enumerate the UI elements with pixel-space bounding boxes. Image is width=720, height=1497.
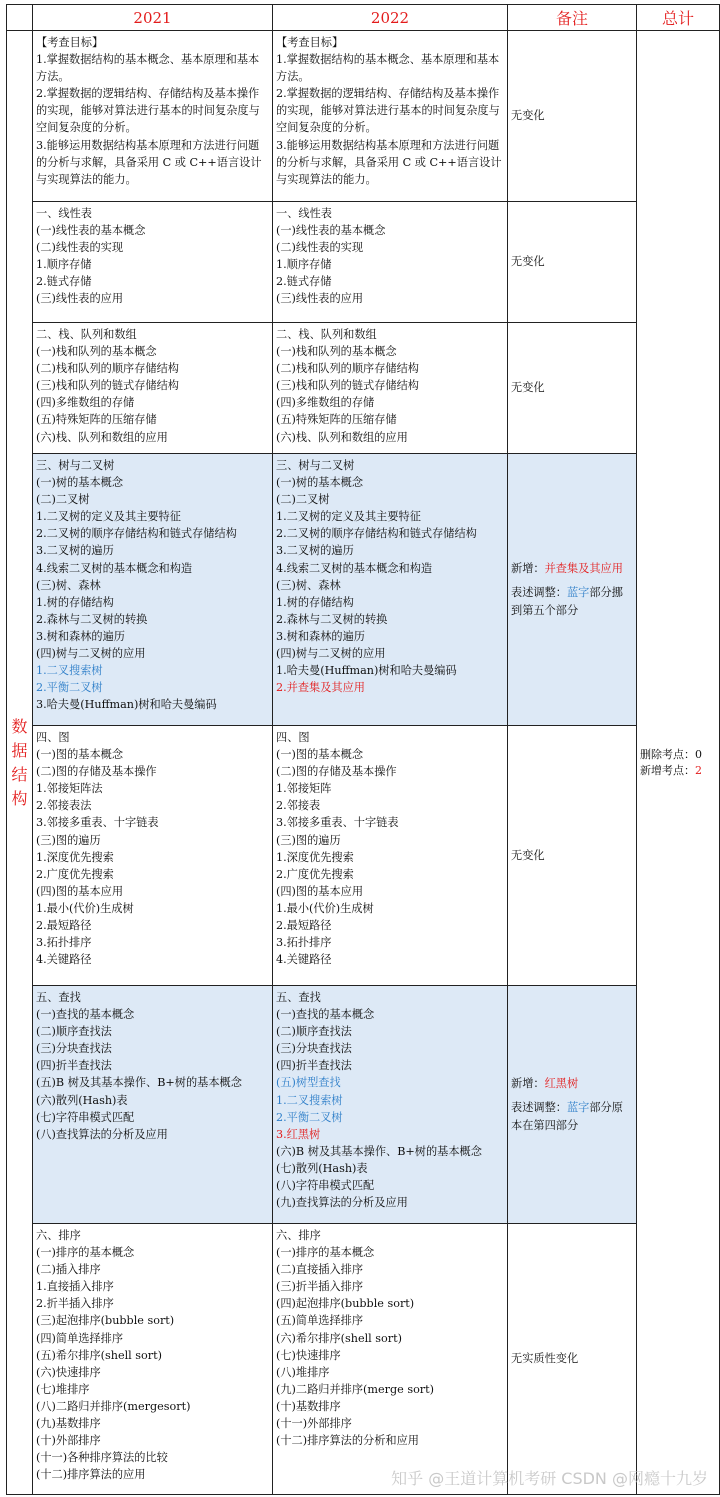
row-objectives-2021: 【考查目标】 1.掌握数据结构的基本概念、基本原理和基本方法。 2.掌握数据的逻辑结构、存储结构及基本操作的实现，能够对算法进行基本的时间复杂度与空间复杂度的分析。 3.能够运用数据结构基本原理和方法进行问题的分析与求解，具备采用 C 或 C++语言设计与实现算法的能力。 bbox=[33, 31, 273, 202]
row-graph-2022: 四、图 (一)图的基本概念 (二)图的存储及基本操作 1.邻接矩阵 2.邻接表 3.邻接多重表、十字链表 (三)图的遍历 1.深度优先搜索 2.广度优先搜索 (四)图的基本应用 1.最小(代价)生成树 2.最短路径 3.拓扑排序 4.关键路径 bbox=[273, 726, 508, 986]
row-graph-2021: 四、图 (一)图的基本概念 (二)图的存储及基本操作 1.邻接矩阵法 2.邻接表法 3.邻接多重表、十字链表 (三)图的遍历 1.深度优先搜索 2.广度优先搜索 (四)图的基本应用 1.最小(代价)生成树 2.最短路径 3.拓扑排序 4.关键路径 bbox=[33, 726, 273, 986]
row-sort-2021: 六、排序 (一)排序的基本概念 (二)插入排序 1.直接插入排序 2.折半插入排序 (三)起泡排序(bubble sort) (四)简单选择排序 (五)希尔排序(shell sort) (六)快速排序 (七)堆排序 (八)二路归并排序(mergesort) (九)基数排序 (十)外部排序 (十一)各种排序算法的比较 (十二)排序算法的应用 bbox=[33, 1224, 273, 1495]
row-search-note: 新增：红黑树 表述调整：蓝字部分原本在第四部分 bbox=[508, 986, 637, 1224]
row-search-2021: 五、查找 (一)查找的基本概念 (二)顺序查找法 (三)分块查找法 (四)折半查找法 (五)B 树及其基本操作、B+树的基本概念 (六)散列(Hash)表 (七)字符串模式匹配 (八)查找算法的分析及应用 bbox=[33, 986, 273, 1224]
row-objectives-note: 无变化 bbox=[508, 31, 637, 202]
syllabus-table bbox=[6, 4, 720, 1495]
row-tree-note: 新增：并查集及其应用 表述调整：蓝字部分挪到第五个部分 bbox=[508, 454, 637, 726]
header-2021: 2021 bbox=[33, 5, 273, 31]
total-summary: 删除考点：0 新增考点：2 bbox=[637, 31, 720, 1495]
row-linear-note: 无变化 bbox=[508, 202, 637, 323]
header-blank bbox=[7, 5, 33, 31]
row-stack-2021: 二、栈、队列和数组 (一)栈和队列的基本概念 (二)栈和队列的顺序存储结构 (三)栈和队列的链式存储结构 (四)多维数组的存储 (五)特殊矩阵的压缩存储 (六)栈、队列和数组的应用 bbox=[33, 323, 273, 454]
row-search-2022: 五、查找 (一)查找的基本概念 (二)顺序查找法 (三)分块查找法 (四)折半查找法 (五)树型查找 1.二叉搜索树 2.平衡二叉树 3.红黑树 (六)B 树及其基本操作、B+树的基本概念 (七)散列(Hash)表 (八)字符串模式匹配 (九)查找算法的分析及应用 bbox=[273, 986, 508, 1224]
row-sort-note: 无实质性变化 bbox=[508, 1224, 637, 1495]
row-stack-2022: 二、栈、队列和数组 (一)栈和队列的基本概念 (二)栈和队列的顺序存储结构 (三)栈和队列的链式存储结构 (四)多维数组的存储 (五)特殊矩阵的压缩存储 (六)栈、队列和数组的应用 bbox=[273, 323, 508, 454]
watermark: 知乎 @王道计算机考研 CSDN @网瘾十九岁 bbox=[391, 1469, 708, 1488]
row-objectives-2022: 【考查目标】 1.掌握数据结构的基本概念、基本原理和基本方法。 2.掌握数据的逻辑结构、存储结构及基本操作的实现，能够对算法进行基本的时间复杂度与空间复杂度的分析。 3.能够运用数据结构基本原理和方法进行问题的分析与求解，具备采用 C 或 C++语言设计与实现算法的能力。 bbox=[273, 31, 508, 202]
header-total: 总计 bbox=[637, 5, 720, 31]
header-2022: 2022 bbox=[273, 5, 508, 31]
row-linear-2021: 一、线性表 (一)线性表的基本概念 (二)线性表的实现 1.顺序存储 2.链式存储 (三)线性表的应用 bbox=[33, 202, 273, 323]
subject-label: 数 据 结 构 bbox=[7, 31, 33, 1495]
row-graph-note: 无变化 bbox=[508, 726, 637, 986]
row-tree-2022: 三、树与二叉树 (一)树的基本概念 (二)二叉树 1.二叉树的定义及其主要特征 2.二叉树的顺序存储结构和链式存储结构 3.二叉树的遍历 4.线索二叉树的基本概念和构造 (三)树、森林 1.树的存储结构 2.森林与二叉树的转换 3.树和森林的遍历 (四)树与二叉树的应用 1.哈夫曼(Huffman)树和哈夫曼编码 2.并查集及其应用 bbox=[273, 454, 508, 726]
header-note: 备注 bbox=[508, 5, 637, 31]
row-stack-note: 无变化 bbox=[508, 323, 637, 454]
row-tree-2021: 三、树与二叉树 (一)树的基本概念 (二)二叉树 1.二叉树的定义及其主要特征 2.二叉树的顺序存储结构和链式存储结构 3.二叉树的遍历 4.线索二叉树的基本概念和构造 (三)树、森林 1.树的存储结构 2.森林与二叉树的转换 3.树和森林的遍历 (四)树与二叉树的应用 1.二叉搜索树 2.平衡二叉树 3.哈夫曼(Huffman)树和哈夫曼编码 bbox=[33, 454, 273, 726]
row-linear-2022: 一、线性表 (一)线性表的基本概念 (二)线性表的实现 1.顺序存储 2.链式存储 (三)线性表的应用 bbox=[273, 202, 508, 323]
row-sort-2022: 六、排序 (一)排序的基本概念 (二)直接插入排序 (三)折半插入排序 (四)起泡排序(bubble sort) (五)简单选择排序 (六)希尔排序(shell sort) (七)快速排序 (八)堆排序 (九)二路归并排序(merge sort) (十)基数排序 (十一)外部排序 (十二)排序算法的分析和应用 bbox=[273, 1224, 508, 1495]
